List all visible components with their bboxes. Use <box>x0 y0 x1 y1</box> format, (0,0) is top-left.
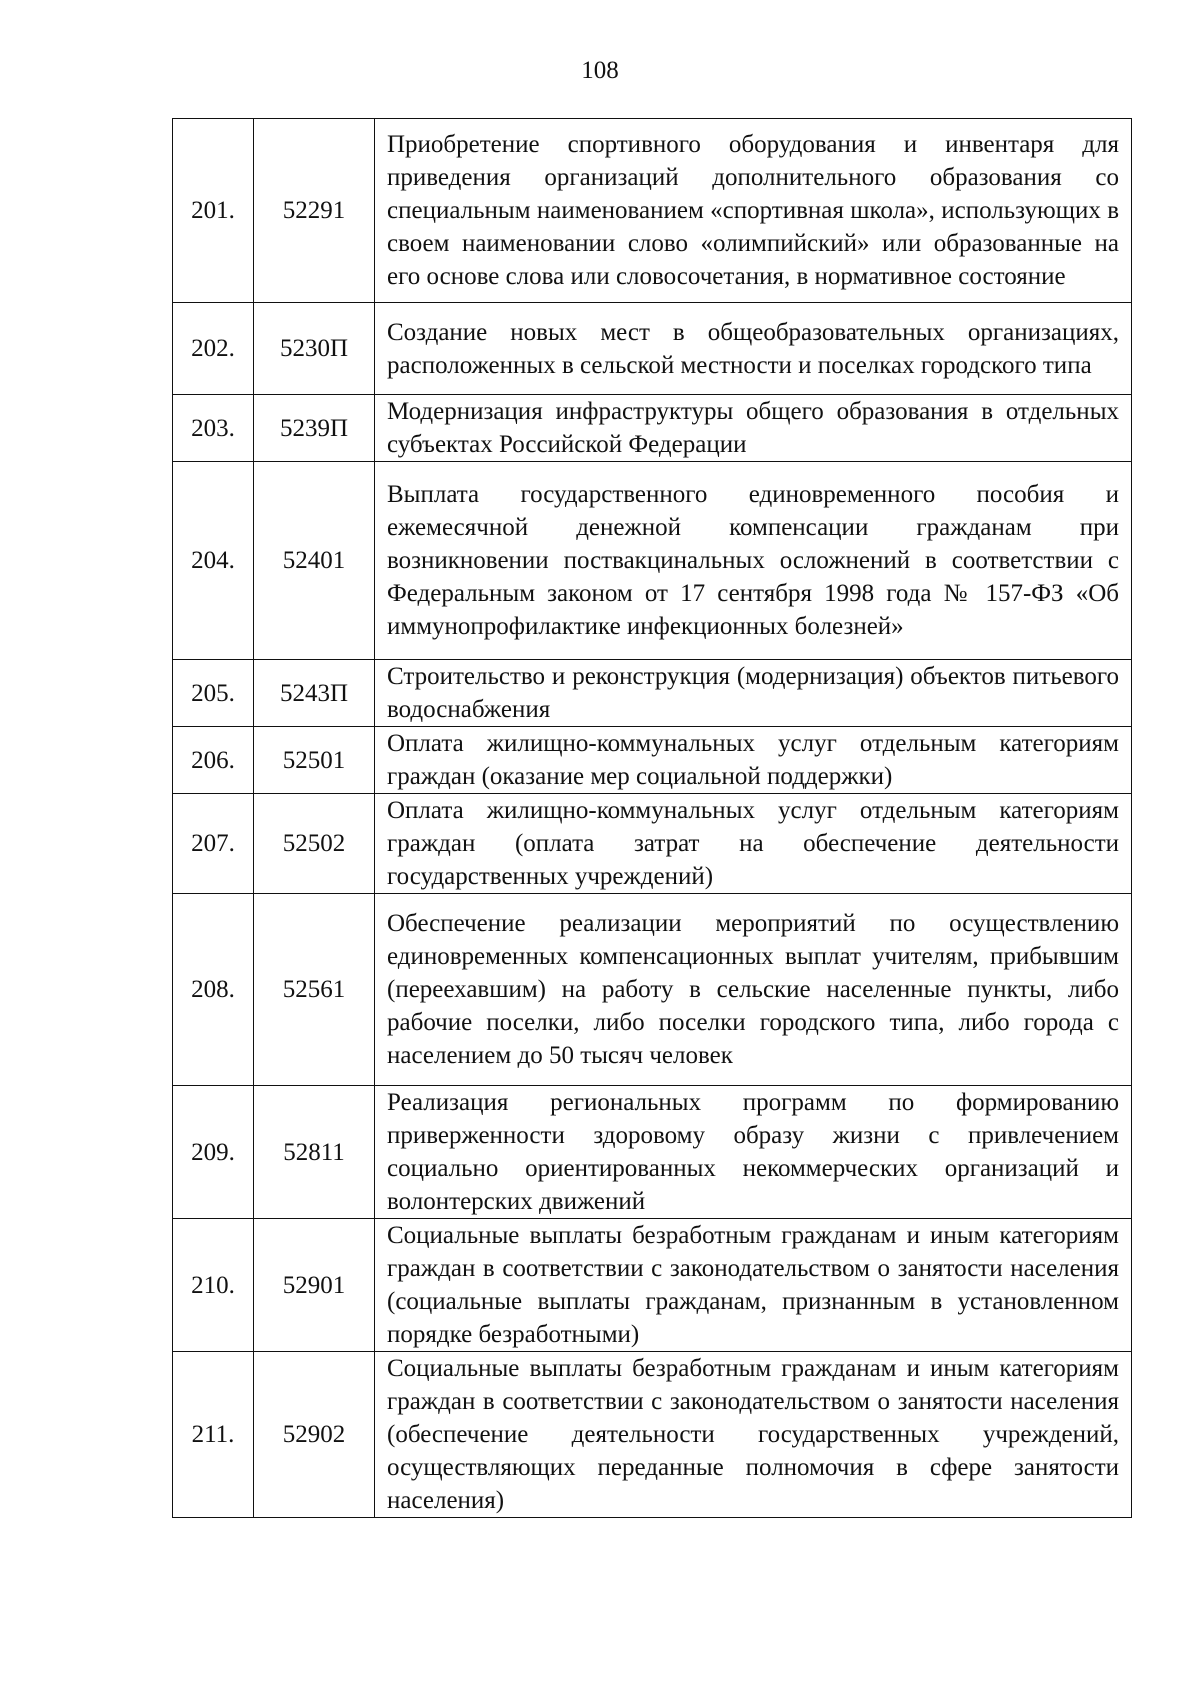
row-number: 205. <box>173 660 254 727</box>
row-description: Социальные выплаты безработным гражданам и иным категориям граждан в соответствии с законодательством о занятости населения (социальные выплаты гражданам, признанным в установленном порядке безработными) <box>375 1219 1132 1352</box>
table-row <box>173 794 1132 894</box>
table-row <box>173 1219 1132 1352</box>
budget-code-table <box>172 118 1132 1518</box>
row-number: 209. <box>173 1086 254 1219</box>
table-row <box>173 660 1132 727</box>
row-description: Выплата государственного единовременного пособия и ежемесячной денежной компенсации гражданам при возникновении поствакцинальных осложнений в соответствии с Федеральным законом от 17 сентября 1998 года № 157-ФЗ «Об иммунопрофилактике инфекционных болезней» <box>375 462 1132 660</box>
row-code: 52501 <box>254 727 375 794</box>
row-code: 52561 <box>254 894 375 1086</box>
table-row <box>173 1086 1132 1219</box>
row-number: 201. <box>173 119 254 303</box>
row-code: 52811 <box>254 1086 375 1219</box>
row-number: 210. <box>173 1219 254 1352</box>
page-number: 108 <box>581 57 619 84</box>
row-number: 204. <box>173 462 254 660</box>
table-row <box>173 395 1132 462</box>
row-code: 52901 <box>254 1219 375 1352</box>
row-description: Социальные выплаты безработным гражданам и иным категориям граждан в соответствии с законодательством о занятости населения (обеспечение деятельности государственных учреждений, осуществляющих переданные полномочия в сфере занятости населения) <box>375 1352 1132 1518</box>
table-row <box>173 462 1132 660</box>
row-number: 206. <box>173 727 254 794</box>
table-row <box>173 119 1132 303</box>
row-code: 52502 <box>254 794 375 894</box>
table-row <box>173 727 1132 794</box>
row-description: Создание новых мест в общеобразовательных организациях, расположенных в сельской местности и поселках городского типа <box>375 303 1132 395</box>
row-code: 52401 <box>254 462 375 660</box>
row-code: 52902 <box>254 1352 375 1518</box>
row-code: 5230П <box>254 303 375 395</box>
row-number: 211. <box>173 1352 254 1518</box>
row-description: Модернизация инфраструктуры общего образования в отдельных субъектах Российской Федерации <box>375 395 1132 462</box>
row-code: 5243П <box>254 660 375 727</box>
row-number: 202. <box>173 303 254 395</box>
row-number: 207. <box>173 794 254 894</box>
row-description: Строительство и реконструкция (модернизация) объектов питьевого водоснабжения <box>375 660 1132 727</box>
table-row <box>173 1352 1132 1518</box>
row-number: 208. <box>173 894 254 1086</box>
row-number: 203. <box>173 395 254 462</box>
row-code: 5239П <box>254 395 375 462</box>
row-description: Реализация региональных программ по формированию приверженности здоровому образу жизни с привлечением социально ориентированных некоммерческих организаций и волонтерских движений <box>375 1086 1132 1219</box>
row-description: Приобретение спортивного оборудования и инвентаря для приведения организаций дополнительного образования со специальным наименованием «спортивная школа», использующих в своем наименовании слово «олимпийский» или образованные на его основе слова или словосочетания, в нормативное состояние <box>375 119 1132 303</box>
table-row <box>173 894 1132 1086</box>
row-description: Обеспечение реализации мероприятий по осуществлению единовременных компенсационных выплат учителям, прибывшим (переехавшим) на работу в сельские населенные пункты, либо рабочие поселки, либо поселки городского типа, либо города с населением до 50 тысяч человек <box>375 894 1132 1086</box>
row-description: Оплата жилищно-коммунальных услуг отдельным категориям граждан (оказание мер социальной поддержки) <box>375 727 1132 794</box>
table-row <box>173 303 1132 395</box>
row-description: Оплата жилищно-коммунальных услуг отдельным категориям граждан (оплата затрат на обеспечение деятельности государственных учреждений) <box>375 794 1132 894</box>
row-code: 52291 <box>254 119 375 303</box>
